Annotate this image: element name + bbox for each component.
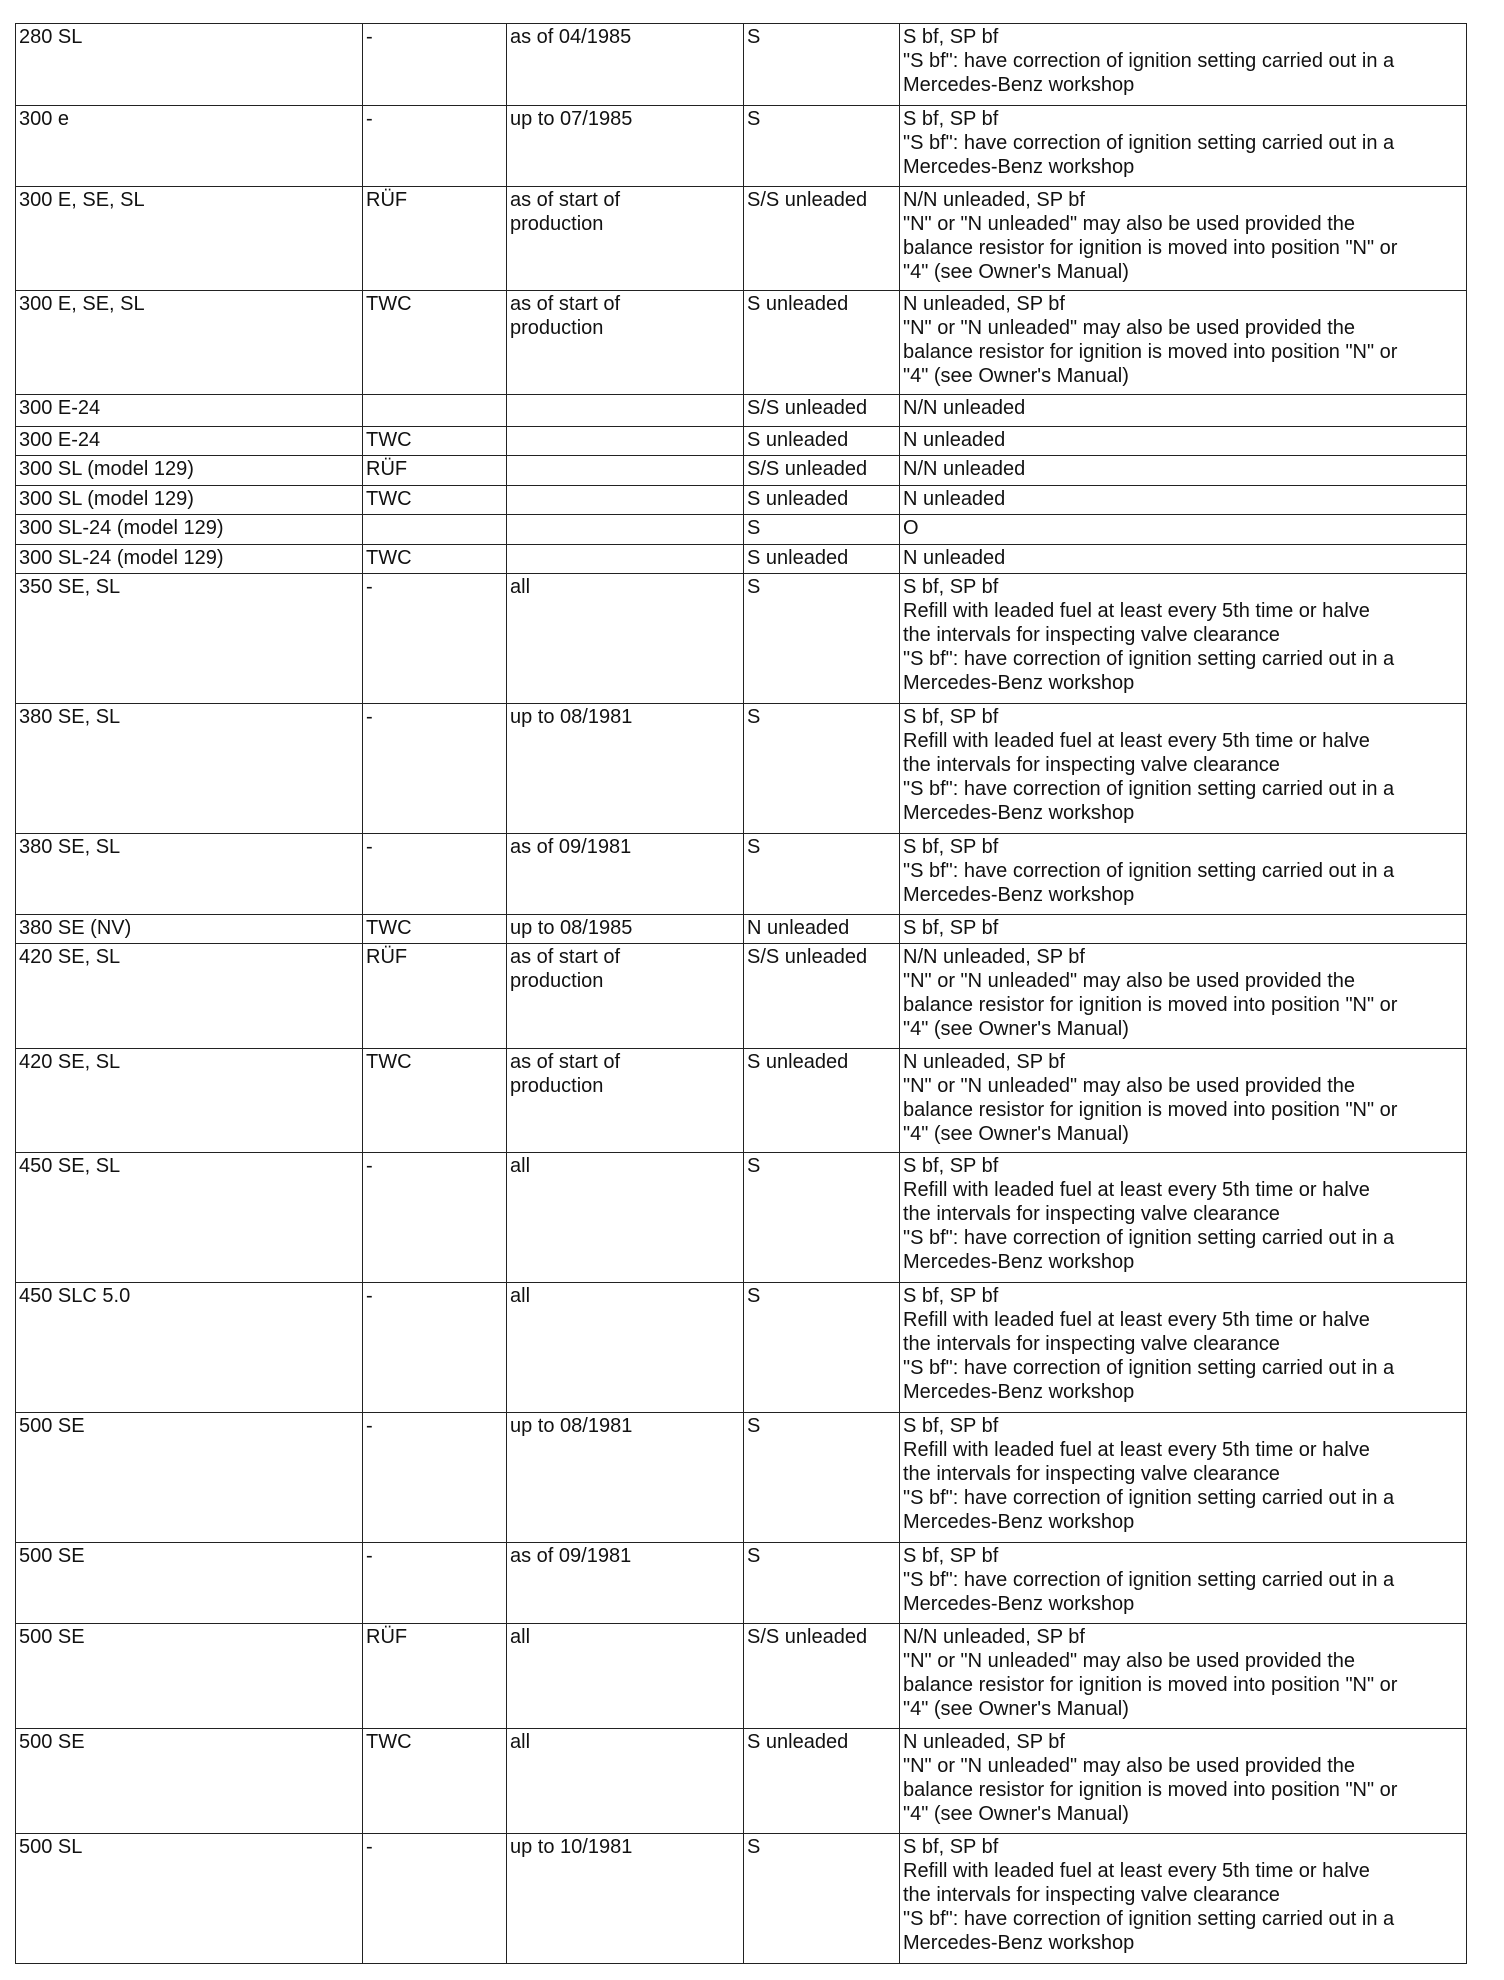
model-cell: 280 SL	[16, 24, 363, 106]
period-cell	[507, 704, 744, 834]
period-line: as of start of	[510, 189, 621, 211]
period-line: production	[510, 1075, 604, 1097]
catalyst-cell: -	[363, 106, 507, 187]
notes-cell	[900, 1413, 1467, 1543]
table-row	[16, 704, 1467, 834]
period-cell	[507, 1543, 744, 1624]
period-cell	[507, 427, 744, 456]
table-row	[16, 1729, 1467, 1834]
notes-cell	[900, 291, 1467, 395]
period-line: up to 08/1981	[510, 706, 633, 728]
period-line: up to 07/1985	[510, 108, 633, 130]
fuel-cell: S	[744, 704, 900, 834]
fuel-cell: S	[744, 1543, 900, 1624]
note-line: Mercedes-Benz workshop	[903, 1511, 1135, 1533]
note-line: "N" or "N unleaded" may also be used provided the	[903, 213, 1355, 235]
catalyst-cell: TWC	[363, 1049, 507, 1153]
model-cell: 420 SE, SL	[16, 1049, 363, 1153]
note-line: the intervals for inspecting valve clearance	[903, 1884, 1280, 1906]
note-line: "N" or "N unleaded" may also be used provided the	[903, 1075, 1355, 1097]
catalyst-cell: TWC	[363, 486, 507, 515]
table-row	[16, 1153, 1467, 1283]
note-line: S bf, SP bf	[903, 108, 999, 130]
fuel-cell: S/S unleaded	[744, 456, 900, 486]
fuel-cell: S	[744, 834, 900, 915]
note-line: the intervals for inspecting valve clearance	[903, 754, 1280, 776]
table-row	[16, 427, 1467, 456]
table-row	[16, 1049, 1467, 1153]
table-row	[16, 515, 1467, 545]
period-line: as of start of	[510, 946, 621, 968]
catalyst-cell: TWC	[363, 915, 507, 944]
catalyst-cell: -	[363, 1413, 507, 1543]
period-cell	[507, 106, 744, 187]
model-cell: 380 SE (NV)	[16, 915, 363, 944]
note-line: Mercedes-Benz workshop	[903, 156, 1135, 178]
notes-cell	[900, 704, 1467, 834]
period-line: as of start of	[510, 293, 621, 315]
model-cell: 300 E-24	[16, 427, 363, 456]
fuel-requirements-table	[15, 23, 1467, 1964]
period-cell	[507, 291, 744, 395]
model-cell: 380 SE, SL	[16, 834, 363, 915]
notes-cell	[900, 1834, 1467, 1964]
period-line: all	[510, 1731, 531, 1753]
period-cell	[507, 395, 744, 427]
note-line: N/N unleaded	[903, 397, 1026, 419]
table-row	[16, 1413, 1467, 1543]
table-row	[16, 1834, 1467, 1964]
note-line: N unleaded, SP bf	[903, 1051, 1065, 1073]
note-line: S bf, SP bf	[903, 576, 999, 598]
table-row	[16, 915, 1467, 944]
note-line: the intervals for inspecting valve clearance	[903, 1203, 1280, 1225]
notes-cell	[900, 106, 1467, 187]
note-line: S bf, SP bf	[903, 836, 999, 858]
note-line: S bf, SP bf	[903, 917, 999, 939]
catalyst-cell: RÜF	[363, 456, 507, 486]
note-line: S bf, SP bf	[903, 1155, 999, 1177]
catalyst-cell: -	[363, 1283, 507, 1413]
fuel-cell: S	[744, 1283, 900, 1413]
model-cell: 380 SE, SL	[16, 704, 363, 834]
period-cell	[507, 187, 744, 291]
note-line: Mercedes-Benz workshop	[903, 672, 1135, 694]
catalyst-cell: RÜF	[363, 1624, 507, 1729]
period-line: as of 04/1985	[510, 26, 632, 48]
note-line: S bf, SP bf	[903, 1545, 999, 1567]
note-line: Mercedes-Benz workshop	[903, 1593, 1135, 1615]
note-line: N unleaded	[903, 547, 1006, 569]
model-cell: 420 SE, SL	[16, 944, 363, 1049]
catalyst-cell: -	[363, 574, 507, 704]
note-line: the intervals for inspecting valve clearance	[903, 1463, 1280, 1485]
model-cell: 500 SE	[16, 1624, 363, 1729]
period-cell	[507, 944, 744, 1049]
note-line: N unleaded	[903, 488, 1006, 510]
note-line: S bf, SP bf	[903, 1415, 999, 1437]
fuel-cell: S	[744, 1834, 900, 1964]
notes-cell	[900, 545, 1467, 574]
fuel-cell: N unleaded	[744, 915, 900, 944]
period-cell	[507, 1413, 744, 1543]
note-line: Refill with leaded fuel at least every 5th time or halve	[903, 730, 1370, 752]
note-line: Refill with leaded fuel at least every 5th time or halve	[903, 600, 1370, 622]
table-row	[16, 1543, 1467, 1624]
note-line: "S bf": have correction of ignition setting carried out in a	[903, 1908, 1395, 1930]
note-line: Mercedes-Benz workshop	[903, 1932, 1135, 1954]
notes-cell	[900, 1283, 1467, 1413]
note-line: "S bf": have correction of ignition setting carried out in a	[903, 1569, 1395, 1591]
period-cell	[507, 515, 744, 545]
period-line: up to 08/1981	[510, 1415, 633, 1437]
table-row	[16, 187, 1467, 291]
model-cell: 300 SL-24 (model 129)	[16, 545, 363, 574]
fuel-cell: S/S unleaded	[744, 395, 900, 427]
note-line: "S bf": have correction of ignition setting carried out in a	[903, 860, 1395, 882]
note-line: Refill with leaded fuel at least every 5th time or halve	[903, 1179, 1370, 1201]
fuel-cell: S	[744, 574, 900, 704]
fuel-cell: S unleaded	[744, 291, 900, 395]
table-row	[16, 574, 1467, 704]
period-line: as of 09/1981	[510, 1545, 632, 1567]
notes-cell	[900, 1729, 1467, 1834]
catalyst-cell: TWC	[363, 545, 507, 574]
note-line: "S bf": have correction of ignition setting carried out in a	[903, 1487, 1395, 1509]
table-row	[16, 944, 1467, 1049]
note-line: balance resistor for ignition is moved into position "N" or	[903, 1779, 1398, 1801]
notes-cell	[900, 24, 1467, 106]
period-line: as of start of	[510, 1051, 621, 1073]
notes-cell	[900, 1624, 1467, 1729]
fuel-cell: S/S unleaded	[744, 187, 900, 291]
note-line: "N" or "N unleaded" may also be used provided the	[903, 317, 1355, 339]
notes-cell	[900, 944, 1467, 1049]
period-line: all	[510, 576, 531, 598]
fuel-cell: S unleaded	[744, 1729, 900, 1834]
catalyst-cell: TWC	[363, 427, 507, 456]
note-line: "N" or "N unleaded" may also be used provided the	[903, 1755, 1355, 1777]
note-line: balance resistor for ignition is moved into position "N" or	[903, 1674, 1398, 1696]
table-row	[16, 291, 1467, 395]
note-line: "N" or "N unleaded" may also be used provided the	[903, 1650, 1355, 1672]
catalyst-cell: TWC	[363, 1729, 507, 1834]
period-line: all	[510, 1626, 531, 1648]
notes-cell	[900, 427, 1467, 456]
notes-cell	[900, 1153, 1467, 1283]
note-line: "4" (see Owner's Manual)	[903, 261, 1129, 283]
catalyst-cell	[363, 395, 507, 427]
note-line: S bf, SP bf	[903, 706, 999, 728]
fuel-cell: S	[744, 515, 900, 545]
table-row	[16, 456, 1467, 486]
note-line: Refill with leaded fuel at least every 5th time or halve	[903, 1860, 1370, 1882]
note-line: N unleaded, SP bf	[903, 293, 1065, 315]
catalyst-cell: -	[363, 704, 507, 834]
table-row	[16, 395, 1467, 427]
fuel-cell: S unleaded	[744, 427, 900, 456]
period-cell	[507, 574, 744, 704]
catalyst-cell: RÜF	[363, 944, 507, 1049]
note-line: Refill with leaded fuel at least every 5th time or halve	[903, 1439, 1370, 1461]
table-row	[16, 545, 1467, 574]
period-line: production	[510, 970, 604, 992]
note-line: S bf, SP bf	[903, 1285, 999, 1307]
catalyst-cell: -	[363, 1543, 507, 1624]
note-line: Mercedes-Benz workshop	[903, 884, 1135, 906]
note-line: N/N unleaded	[903, 458, 1026, 480]
period-cell	[507, 915, 744, 944]
note-line: O	[903, 517, 919, 539]
notes-cell	[900, 187, 1467, 291]
note-line: "S bf": have correction of ignition setting carried out in a	[903, 50, 1395, 72]
table-row	[16, 486, 1467, 515]
notes-cell	[900, 486, 1467, 515]
period-cell	[507, 456, 744, 486]
model-cell: 500 SL	[16, 1834, 363, 1964]
period-cell	[507, 1283, 744, 1413]
table-row	[16, 106, 1467, 187]
model-cell: 300 SL (model 129)	[16, 486, 363, 515]
notes-cell	[900, 834, 1467, 915]
catalyst-cell: -	[363, 1153, 507, 1283]
fuel-cell: S unleaded	[744, 1049, 900, 1153]
period-line: up to 08/1985	[510, 917, 633, 939]
note-line: "S bf": have correction of ignition setting carried out in a	[903, 648, 1395, 670]
notes-cell	[900, 574, 1467, 704]
period-cell	[507, 1624, 744, 1729]
notes-cell	[900, 515, 1467, 545]
catalyst-cell: TWC	[363, 291, 507, 395]
fuel-cell: S	[744, 24, 900, 106]
note-line: N/N unleaded, SP bf	[903, 946, 1085, 968]
period-line: production	[510, 213, 604, 235]
note-line: N unleaded	[903, 429, 1006, 451]
fuel-cell: S unleaded	[744, 486, 900, 515]
notes-cell	[900, 395, 1467, 427]
catalyst-cell: -	[363, 1834, 507, 1964]
fuel-cell: S unleaded	[744, 545, 900, 574]
fuel-cell: S	[744, 1153, 900, 1283]
model-cell: 300 E, SE, SL	[16, 187, 363, 291]
period-cell	[507, 486, 744, 515]
note-line: Refill with leaded fuel at least every 5th time or halve	[903, 1309, 1370, 1331]
note-line: S bf, SP bf	[903, 26, 999, 48]
catalyst-cell: -	[363, 24, 507, 106]
period-line: production	[510, 317, 604, 339]
note-line: balance resistor for ignition is moved into position "N" or	[903, 341, 1398, 363]
period-cell	[507, 1153, 744, 1283]
note-line: "4" (see Owner's Manual)	[903, 1803, 1129, 1825]
note-line: Mercedes-Benz workshop	[903, 1381, 1135, 1403]
period-cell	[507, 545, 744, 574]
notes-cell	[900, 456, 1467, 486]
period-line: as of 09/1981	[510, 836, 632, 858]
period-cell	[507, 1834, 744, 1964]
note-line: S bf, SP bf	[903, 1836, 999, 1858]
note-line: "S bf": have correction of ignition setting carried out in a	[903, 132, 1395, 154]
model-cell: 450 SLC 5.0	[16, 1283, 363, 1413]
model-cell: 300 SL-24 (model 129)	[16, 515, 363, 545]
note-line: "S bf": have correction of ignition setting carried out in a	[903, 778, 1395, 800]
notes-cell	[900, 1049, 1467, 1153]
note-line: Mercedes-Benz workshop	[903, 74, 1135, 96]
note-line: Mercedes-Benz workshop	[903, 802, 1135, 824]
model-cell: 500 SE	[16, 1729, 363, 1834]
period-cell	[507, 834, 744, 915]
model-cell: 450 SE, SL	[16, 1153, 363, 1283]
fuel-cell: S	[744, 106, 900, 187]
model-cell: 500 SE	[16, 1413, 363, 1543]
period-cell	[507, 1049, 744, 1153]
note-line: N unleaded, SP bf	[903, 1731, 1065, 1753]
note-line: "S bf": have correction of ignition setting carried out in a	[903, 1227, 1395, 1249]
catalyst-cell: -	[363, 834, 507, 915]
period-cell	[507, 24, 744, 106]
note-line: balance resistor for ignition is moved into position "N" or	[903, 237, 1398, 259]
note-line: "4" (see Owner's Manual)	[903, 1698, 1129, 1720]
note-line: "N" or "N unleaded" may also be used provided the	[903, 970, 1355, 992]
note-line: the intervals for inspecting valve clearance	[903, 624, 1280, 646]
table-row	[16, 1624, 1467, 1729]
note-line: Mercedes-Benz workshop	[903, 1251, 1135, 1273]
period-line: all	[510, 1285, 531, 1307]
model-cell: 500 SE	[16, 1543, 363, 1624]
catalyst-cell	[363, 515, 507, 545]
model-cell: 350 SE, SL	[16, 574, 363, 704]
period-line: up to 10/1981	[510, 1836, 633, 1858]
model-cell: 300 e	[16, 106, 363, 187]
model-cell: 300 E, SE, SL	[16, 291, 363, 395]
note-line: the intervals for inspecting valve clearance	[903, 1333, 1280, 1355]
note-line: "4" (see Owner's Manual)	[903, 1123, 1129, 1145]
model-cell: 300 SL (model 129)	[16, 456, 363, 486]
note-line: balance resistor for ignition is moved into position "N" or	[903, 994, 1398, 1016]
notes-cell	[900, 1543, 1467, 1624]
note-line: "4" (see Owner's Manual)	[903, 365, 1129, 387]
fuel-cell: S/S unleaded	[744, 1624, 900, 1729]
table-row	[16, 834, 1467, 915]
fuel-cell: S	[744, 1413, 900, 1543]
note-line: "4" (see Owner's Manual)	[903, 1018, 1129, 1040]
note-line: balance resistor for ignition is moved into position "N" or	[903, 1099, 1398, 1121]
catalyst-cell: RÜF	[363, 187, 507, 291]
period-cell	[507, 1729, 744, 1834]
period-line: all	[510, 1155, 531, 1177]
model-cell: 300 E-24	[16, 395, 363, 427]
note-line: N/N unleaded, SP bf	[903, 189, 1085, 211]
note-line: N/N unleaded, SP bf	[903, 1626, 1085, 1648]
notes-cell	[900, 915, 1467, 944]
table-row	[16, 24, 1467, 106]
note-line: "S bf": have correction of ignition setting carried out in a	[903, 1357, 1395, 1379]
table-row	[16, 1283, 1467, 1413]
fuel-cell: S/S unleaded	[744, 944, 900, 1049]
